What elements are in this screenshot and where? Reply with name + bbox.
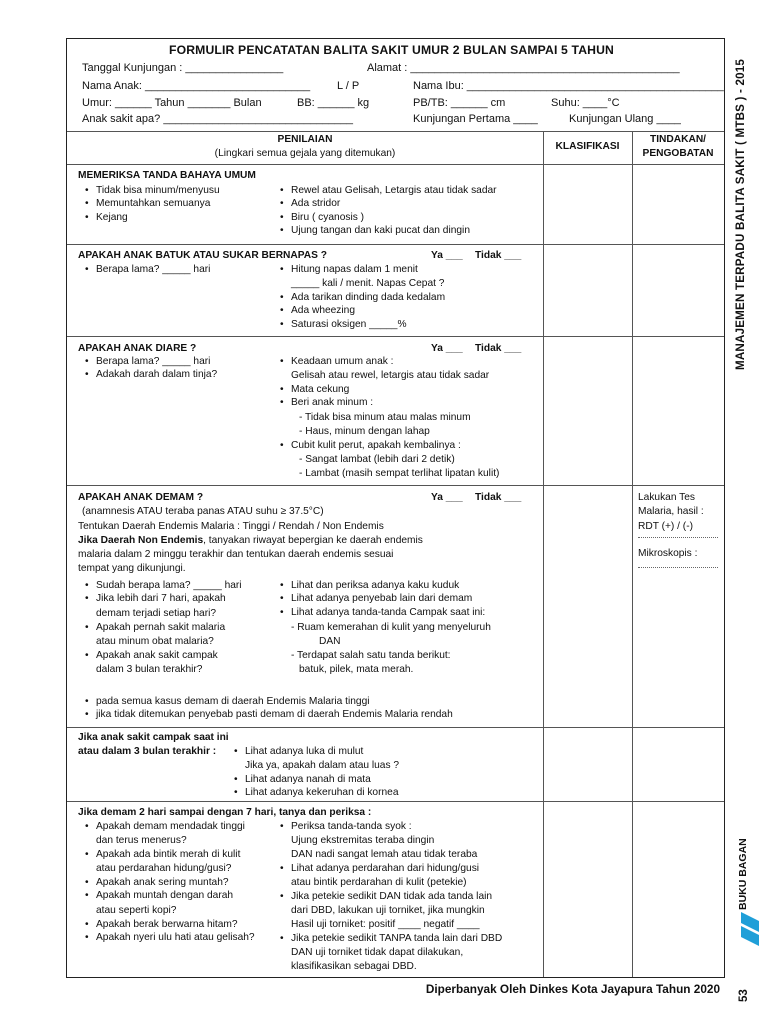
list-item[interactable]: • Adakah darah dalam tinja? bbox=[85, 368, 217, 381]
col-penilaian-header: PENILAIAN bbox=[277, 134, 333, 145]
list-item[interactable]: • Apakah ada bintik merah di kulit bbox=[85, 848, 240, 861]
list-item[interactable]: • Apakah berak berwarna hitam? bbox=[85, 918, 255, 931]
weight-field[interactable]: BB: ______ kg bbox=[297, 97, 370, 109]
first-visit-field[interactable]: Kunjungan Pertama ____ bbox=[413, 113, 538, 125]
row-divider-5 bbox=[67, 801, 724, 802]
s6-right-list-3 bbox=[280, 890, 492, 903]
list-item[interactable]: • Lihat adanya tanda-tanda Campak saat ini: bbox=[280, 606, 485, 619]
list-item[interactable]: • Apakah anak sakit campak bbox=[85, 649, 218, 662]
list-item[interactable]: • Saturasi oksigen _____% bbox=[280, 318, 445, 331]
s4-para3: tempat yang dikunjungi. bbox=[78, 563, 186, 574]
s4-para2: malaria dalam 2 minggu terakhir dan tentukan daerah endemis sesuai bbox=[78, 549, 394, 560]
dotted-line bbox=[638, 567, 718, 568]
s6-right-line[interactable]: klasifikasikan sebagai DBD. bbox=[291, 961, 417, 972]
s6-left-line[interactable]: atau perdarahan hidung/gusi? bbox=[96, 863, 232, 874]
column-header-divider bbox=[67, 164, 724, 165]
s4-ya[interactable]: Ya ___ bbox=[431, 492, 463, 503]
list-item[interactable]: • Periksa tanda-tanda syok : bbox=[280, 820, 412, 833]
s4-tidak[interactable]: Tidak ___ bbox=[475, 492, 522, 503]
side-title: MANAJEMEN TERPADU BALITA SAKIT ( MTBS ) - 2015 bbox=[734, 58, 747, 370]
form-title: FORMULIR PENCATATAN BALITA SAKIT UMUR 2 BULAN SAMPAI 5 TAHUN bbox=[169, 43, 615, 57]
list-item[interactable]: • Kejang bbox=[85, 211, 220, 224]
s6-right-list-4 bbox=[280, 932, 502, 945]
buku-bagan-logo bbox=[741, 912, 759, 948]
tourniquet-result[interactable]: Hasil uji torniket: positif ____ negatif ____ bbox=[291, 919, 480, 930]
list-item[interactable]: • Apakah demam mendadak tinggi bbox=[85, 820, 245, 833]
list-item[interactable]: • Cubit kulit perut, apakah kembalinya : bbox=[280, 439, 461, 452]
s3-right-list bbox=[280, 355, 394, 368]
s6-left-list-2 bbox=[85, 848, 240, 861]
list-item[interactable]: • Apakah pernah sakit malaria bbox=[85, 621, 225, 634]
s4-left-list-3 bbox=[85, 649, 218, 662]
list-item[interactable]: • Lihat adanya luka di mulut bbox=[234, 745, 363, 758]
s4-sub1: (anamnesis ATAU teraba panas ATAU suhu ≥ 37.5°C) bbox=[82, 506, 324, 517]
s5-line[interactable]: Jika ya, apakah dalam atau luas ? bbox=[245, 760, 400, 771]
col-tindakan-header-1: TINDAKAN/ bbox=[649, 134, 707, 145]
list-item[interactable]: • Lihat adanya kekeruhan di kornea bbox=[234, 786, 399, 799]
s4-right-list bbox=[280, 579, 485, 619]
col-penilaian-sub: (Lingkari semua gejala yang ditemukan) bbox=[214, 148, 396, 159]
s3-right-list-3 bbox=[280, 439, 461, 452]
s4-heading: APAKAH ANAK DEMAM ? bbox=[78, 492, 204, 503]
footer-credit: Diperbanyak Oleh Dinkes Kota Jayapura Tahun 2020 bbox=[425, 982, 720, 996]
buku-bagan-label: BUKU BAGAN bbox=[737, 838, 749, 910]
header-divider bbox=[67, 131, 724, 132]
list-item[interactable]: • jika tidak ditemukan penyebab pasti demam di daerah Endemis Malaria rendah bbox=[85, 708, 453, 721]
row-divider-1 bbox=[67, 244, 724, 245]
visit-date-field[interactable]: Tanggal Kunjungan : ________________ bbox=[82, 62, 284, 74]
s3-right-line[interactable]: - Tidak bisa minum atau malas minum bbox=[299, 412, 471, 423]
s2-ya[interactable]: Ya ___ bbox=[431, 250, 463, 261]
s4-right-line[interactable]: batuk, pilek, mata merah. bbox=[299, 664, 414, 675]
list-item[interactable]: • Ada stridor bbox=[280, 197, 497, 210]
s6-left-list bbox=[85, 820, 245, 833]
list-item[interactable]: • Mata cekung bbox=[280, 383, 373, 396]
list-item[interactable]: • Memuntahkan semuanya bbox=[85, 197, 220, 210]
s6-right-list-2 bbox=[280, 862, 479, 875]
list-item[interactable]: • Keadaan umum anak : bbox=[280, 355, 394, 368]
s2-left-list bbox=[85, 263, 210, 276]
age-field[interactable]: Umur: ______ Tahun _______ Bulan bbox=[82, 97, 262, 109]
s6-right-line[interactable]: dari DBD, lakukan uji torniket, jika mungkin bbox=[291, 905, 485, 916]
mtbs-form bbox=[66, 38, 725, 978]
list-item[interactable]: • Lihat adanya perdarahan dari hidung/gusi bbox=[280, 862, 479, 875]
s5-heading-1: Jika anak sakit campak saat ini bbox=[78, 732, 229, 743]
row-divider-3 bbox=[67, 485, 724, 486]
list-item[interactable]: • Hitung napas dalam 1 menit bbox=[280, 263, 418, 276]
s4-para: Jika Daerah Non Endemis, tanyakan riwayat bepergian ke daerah endemis bbox=[78, 535, 423, 546]
list-item[interactable]: • Jika petekie sedikit TANPA tanda lain dari DBD bbox=[280, 932, 502, 945]
list-item[interactable]: • Berapa lama? _____ hari bbox=[85, 355, 217, 368]
col-divider-1 bbox=[543, 131, 544, 977]
list-item[interactable]: • Beri anak minum : bbox=[280, 396, 373, 409]
s4-left-line[interactable]: atau minum obat malaria? bbox=[96, 636, 214, 647]
list-item[interactable]: • Apakah anak sering muntah? bbox=[85, 876, 233, 889]
page-number: 53 bbox=[738, 989, 750, 1002]
s3-right-line[interactable]: - Sangat lambat (lebih dari 2 detik) bbox=[299, 454, 455, 465]
s3-right-line[interactable]: - Haus, minum dengan lahap bbox=[299, 426, 430, 437]
s6-left-line[interactable]: atau seperti kopi? bbox=[96, 905, 177, 916]
s5-list bbox=[234, 745, 363, 758]
malaria-test-label: Lakukan Tes bbox=[638, 492, 696, 503]
s4-left-list bbox=[85, 579, 242, 606]
list-item[interactable]: • Lihat adanya nanah di mata bbox=[234, 773, 399, 786]
list-item[interactable]: • Jika lebih dari 7 hari, apakah bbox=[85, 592, 242, 605]
s4-left-line[interactable]: dalam 3 bulan terakhir? bbox=[96, 664, 203, 675]
s3-right-list-2 bbox=[280, 383, 373, 410]
col-tindakan-header-2: PENGOBATAN bbox=[642, 148, 714, 159]
s1-right-list bbox=[280, 184, 497, 238]
s6-left-list-4 bbox=[85, 918, 255, 945]
list-item[interactable]: • Lihat dan periksa adanya kaku kuduk bbox=[280, 579, 485, 592]
s2-tidak[interactable]: Tidak ___ bbox=[475, 250, 522, 261]
s6-right-list bbox=[280, 820, 412, 833]
s1-heading: MEMERIKSA TANDA BAHAYA UMUM bbox=[78, 170, 256, 181]
list-item[interactable]: • Berapa lama? _____ hari bbox=[85, 263, 210, 276]
list-item[interactable]: • Tidak bisa minum/menyusu bbox=[85, 184, 220, 197]
s6-right-line[interactable]: atau bintik perdarahan di kulit (petekie) bbox=[291, 877, 467, 888]
s6-left-list-3 bbox=[85, 876, 233, 903]
malaria-result-label: Malaria, hasil : bbox=[638, 506, 704, 517]
height-field[interactable]: PB/TB: ______ cm bbox=[413, 97, 506, 109]
s4-right-line[interactable]: DAN bbox=[319, 636, 341, 647]
list-item[interactable]: • pada semua kasus demam di daerah Endemis Malaria tinggi bbox=[85, 695, 453, 708]
s5-heading-2: atau dalam 3 bulan terakhir : bbox=[78, 746, 217, 757]
s3-heading: APAKAH ANAK DIARE ? bbox=[78, 343, 197, 354]
child-name-field[interactable]: Nama Anak: ___________________________ bbox=[82, 80, 311, 92]
address-field[interactable]: Alamat : ____________________________________________ bbox=[367, 62, 680, 74]
s4-left-list-2 bbox=[85, 621, 225, 634]
s3-right-line[interactable]: - Lambat (masih sempat terlihat lipatan kulit) bbox=[299, 468, 500, 479]
col-klasifikasi-header: KLASIFIKASI bbox=[555, 141, 620, 152]
s1-left-list bbox=[85, 184, 220, 224]
mother-name-field[interactable]: Nama Ibu: __________________________________________ bbox=[413, 80, 724, 92]
list-item[interactable]: • Sudah berapa lama? _____ hari bbox=[85, 579, 242, 592]
s4-sub2[interactable]: Tentukan Daerah Endemis Malaria : Tinggi / Rendah / Non Endemis bbox=[78, 521, 384, 532]
s2-breath-rate[interactable]: _____ kali / menit. Napas Cepat ? bbox=[291, 278, 445, 289]
s6-right-line[interactable]: DAN nadi sangat lemah atau tidak teraba bbox=[291, 849, 478, 860]
s4-left-line[interactable]: demam terjadi setiap hari? bbox=[96, 608, 217, 619]
list-item[interactable]: • Ada tarikan dinding dada kedalam bbox=[280, 291, 445, 304]
s6-right-line[interactable]: Ujung ekstremitas teraba dingin bbox=[291, 835, 435, 846]
s2-right-list bbox=[280, 263, 418, 276]
list-item[interactable]: • Ujung tangan dan kaki pucat dan dingin bbox=[280, 224, 497, 237]
s4-right-line[interactable]: - Ruam kemerahan di kulit yang menyeluruh bbox=[291, 622, 491, 633]
list-item[interactable]: • Rewel atau Gelisah, Letargis atau tidak sadar bbox=[280, 184, 497, 197]
microscopic-result[interactable]: Mikroskopis : bbox=[638, 548, 698, 559]
s3-right-line[interactable]: Gelisah atau rewel, letargis atau tidak sadar bbox=[291, 370, 490, 381]
list-item[interactable]: • Jika petekie sedikit DAN tidak ada tanda lain bbox=[280, 890, 492, 903]
s3-tidak[interactable]: Tidak ___ bbox=[475, 343, 522, 354]
s3-left-list bbox=[85, 355, 217, 382]
row-divider-4 bbox=[67, 727, 724, 728]
list-item[interactable]: • Lihat adanya penyebab lain dari demam bbox=[280, 592, 485, 605]
list-item[interactable]: • Apakah nyeri ulu hati atau gelisah? bbox=[85, 931, 255, 944]
s6-heading: Jika demam 2 hari sampai dengan 7 hari, tanya dan periksa : bbox=[78, 807, 372, 818]
sex-field[interactable]: L / P bbox=[337, 80, 360, 92]
dotted-line bbox=[638, 537, 718, 538]
list-item[interactable]: • Biru ( cyanosis ) bbox=[280, 211, 497, 224]
s4-right-line[interactable]: - Terdapat salah satu tanda berikut: bbox=[291, 650, 451, 661]
list-item[interactable]: • Ada wheezing bbox=[280, 304, 445, 317]
rdt-result[interactable]: RDT (+) / (-) bbox=[638, 521, 693, 532]
temperature-field[interactable]: Suhu: ____°C bbox=[551, 97, 620, 109]
s6-left-line[interactable]: dan terus menerus? bbox=[96, 835, 187, 846]
s4-notes bbox=[85, 695, 453, 722]
followup-visit-field[interactable]: Kunjungan Ulang ____ bbox=[569, 113, 681, 125]
col-divider-2 bbox=[632, 131, 633, 977]
s6-right-line[interactable]: DAN uji torniket tidak dapat dilakukan, bbox=[291, 947, 464, 958]
s2-heading: APAKAH ANAK BATUK ATAU SUKAR BERNAPAS ? bbox=[78, 250, 328, 261]
s5-list-2 bbox=[234, 773, 399, 800]
complaint-field[interactable]: Anak sakit apa? _______________________________ bbox=[82, 113, 353, 125]
s2-right-list-2 bbox=[280, 291, 445, 331]
s3-ya[interactable]: Ya ___ bbox=[431, 343, 463, 354]
list-item[interactable]: • Apakah muntah dengan darah bbox=[85, 889, 233, 902]
row-divider-2 bbox=[67, 336, 724, 337]
